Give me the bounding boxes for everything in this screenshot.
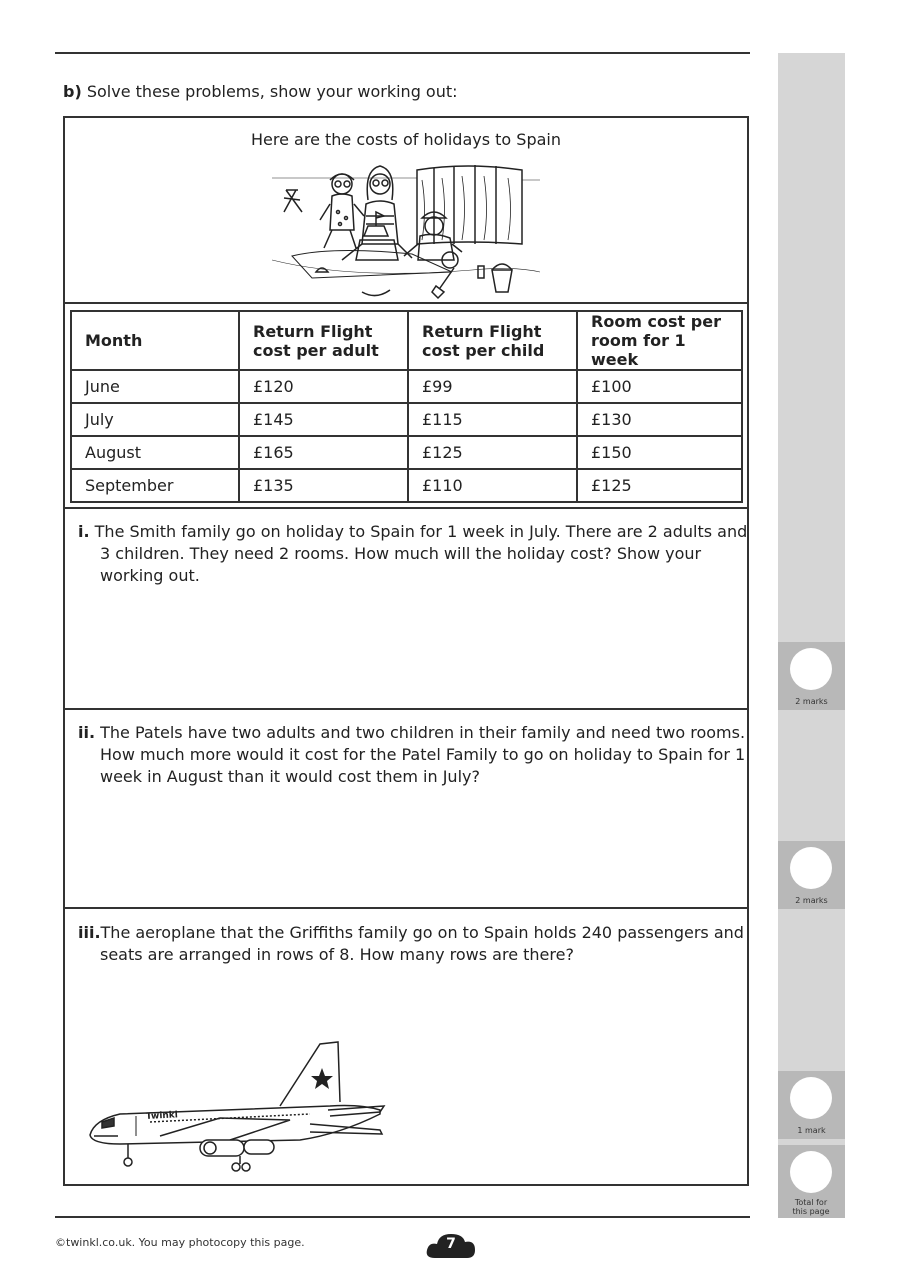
table-cell: £125 <box>408 436 577 469</box>
mark-label: Total for this page <box>792 1198 830 1216</box>
table-cell: £100 <box>577 370 742 403</box>
bottom-rule <box>55 1216 750 1218</box>
mark-label: 2 marks <box>795 697 828 706</box>
aeroplane-illustration <box>80 1040 390 1175</box>
holiday-costs-table <box>70 310 743 503</box>
mark-label: 1 mark <box>797 1126 826 1135</box>
mark-circle[interactable] <box>790 1077 832 1119</box>
table-cell: £130 <box>577 403 742 436</box>
header-flight-adult: Return Flight cost per adult <box>239 311 408 370</box>
divider-after-picture <box>63 302 749 304</box>
divider-after-q1 <box>63 708 749 710</box>
header-room-cost: Room cost per room for 1 week <box>577 311 742 370</box>
table-header-row <box>71 311 742 370</box>
question-2-text: The Patels have two adults and two children in their family and need two rooms. How much more would it cost for the Patel Family to go on holiday to Spain for 1 week in August than it would cost them in July? <box>100 723 746 786</box>
page-number: 7 <box>446 1236 456 1252</box>
table-cell: June <box>71 370 239 403</box>
table-row <box>71 403 742 436</box>
section-heading <box>63 82 458 101</box>
table-cell: £110 <box>408 469 577 502</box>
mark-circle[interactable] <box>790 847 832 889</box>
table-cell: £135 <box>239 469 408 502</box>
copyright-footer: ©twinkl.co.uk. You may photocopy this page. <box>55 1236 305 1249</box>
mark-box-q3 <box>778 1071 845 1139</box>
table-cell: £125 <box>577 469 742 502</box>
mark-box-q1 <box>778 642 845 710</box>
question-3-text: The aeroplane that the Griffiths family go on to Spain holds 240 passengers and seats are arranged in rows of 8. How many rows are there? <box>100 923 744 964</box>
divider-after-table <box>63 507 749 509</box>
table-row <box>71 469 742 502</box>
question-1 <box>78 521 750 587</box>
question-1-number: i. <box>78 522 90 541</box>
mark-circle[interactable] <box>790 648 832 690</box>
divider-after-q2 <box>63 907 749 909</box>
table-row <box>71 370 742 403</box>
beach-family-illustration <box>272 160 542 302</box>
table-cell: £115 <box>408 403 577 436</box>
table-cell: August <box>71 436 239 469</box>
header-month: Month <box>71 311 239 370</box>
section-instruction: Solve these problems, show your working out: <box>86 82 458 101</box>
header-flight-child: Return Flight cost per child <box>408 311 577 370</box>
marks-sidebar <box>778 53 845 1218</box>
question-3-number: iii. <box>78 923 101 942</box>
mark-circle[interactable] <box>790 1151 832 1193</box>
question-1-text: The Smith family go on holiday to Spain for 1 week in July. There are 2 adults and 3 children. They need 2 rooms. How much will the holiday cost? Show your working out. <box>94 522 748 585</box>
question-3 <box>78 922 750 966</box>
top-rule <box>55 52 750 54</box>
table-cell: September <box>71 469 239 502</box>
page-number-badge <box>425 1230 477 1262</box>
question-2-number: ii. <box>78 723 96 742</box>
question-2 <box>78 722 750 788</box>
section-label: b) <box>63 82 82 101</box>
table-cell: £145 <box>239 403 408 436</box>
intro-text: Here are the costs of holidays to Spain <box>251 130 561 149</box>
table-cell: £120 <box>239 370 408 403</box>
mark-box-total <box>778 1145 845 1218</box>
table-cell: £165 <box>239 436 408 469</box>
plane-logo: Twinkl <box>145 1110 179 1122</box>
table-cell: £150 <box>577 436 742 469</box>
table-cell: July <box>71 403 239 436</box>
mark-label: 2 marks <box>795 896 828 905</box>
table-row <box>71 436 742 469</box>
mark-box-q2 <box>778 841 845 909</box>
table-cell: £99 <box>408 370 577 403</box>
